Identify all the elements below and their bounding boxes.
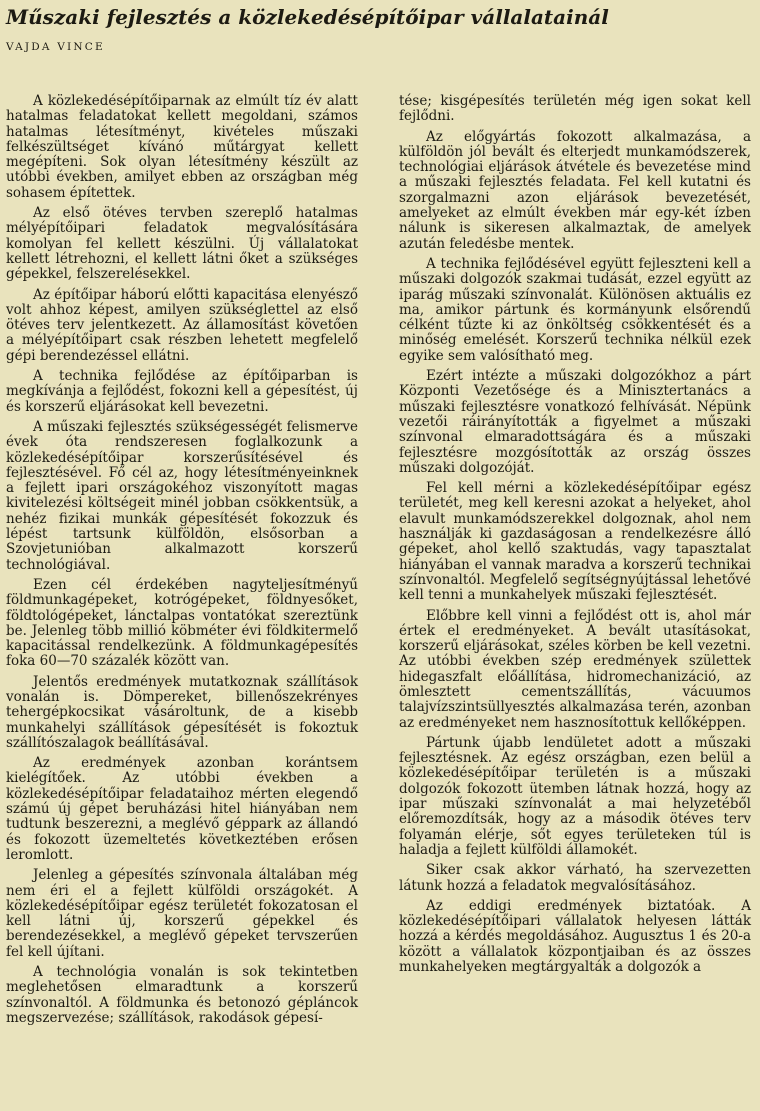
paragraph: Jelenleg a gépesítés színvonala általában még nem éri el a fejlett külföldi országokét. A közlekedésépítőipar egész területét fokozatosan el kell látni új, korszerű gépekkel és berendezésekkel, a meglévő gépeket tervszerűen fel kell újítani. (6, 867, 358, 960)
left-column (6, 94, 358, 1031)
paragraph: Siker csak akkor várható, ha szervezetten látunk hozzá a feladatok megvalósításához. (399, 862, 751, 894)
paragraph: Ezen cél érdekében nagyteljesítményű földmunkagépeket, kotrógépeket, földnyesőket, földtológépeket, lánctalpas vontatókat szereztünk be. Jelenleg több millió köbméter évi földkitermelő kapacitással rendelkezünk. A földmunkagépesítés foka 60—70 százalék között van. (6, 576, 358, 670)
paragraph: Jelentős eredmények mutatkoznak szállítások vonalán is. Dömpereket, billenőszekrényes tehergépkocsikat vásároltunk, de a kisebb munkahelyi szállítások gépesítését is fokoztuk szállítószalagok beállításával. (6, 673, 358, 751)
article-author: VAJDA VINCE (6, 41, 105, 53)
paragraph: Az eddigi eredmények biztatóak. A közlekedésépítőipari vállalatok helyesen látták hozzá a kérdés megoldásához. Augusztus 1 és 20-a között a vállalatok központjaiban és az összes munkahelyeken megtárgyalták a dolgozók a (399, 897, 751, 976)
paragraph: Pártunk újabb lendületet adott a műszaki fejlesztésnek. Az egész országban, ezen belül a közlekedésépítőipar területén is a műszaki dolgozók fokozott ütemben látnak hozzá, hogy az ipar műszaki színvonalát a mai helyzetéből előremozdítsák, hogy az a második ötéves terv folyamán elérje, sőt egyes területeken túl is haladja a fejlett külföldi államokét. (399, 734, 751, 858)
paragraph-continued: tése; kisgépesítés területén még igen sokat kell fejlődni. (399, 93, 751, 125)
paragraph: A közlekedésépítőiparnak az elmúlt tíz év alatt hatalmas feladatokat kellett megoldani, számos hatalmas létesítményt, kivételes műszaki felkészültséget kívánó műtárgyat kellett megépíteni. Sok olyan létesítmény készült az utóbbi években, amilyet ebben az országban még sohasem építettek. (6, 93, 358, 201)
article-title: Műszaki fejlesztés a közlekedésépítőipar vállalatainál (6, 5, 609, 29)
right-column (399, 94, 751, 980)
paragraph: Előbbre kell vinni a fejlődést ott is, ahol már értek el eredményeket. A bevált utasításokat, korszerű eljárásokat, széles körben be kell vezetni. Az utóbbi években szép eredmények születtek hidegaszfalt előállítása, hidromechanizáció, az ömlesztett cementszállítás, vácuumos talajvízszintsüllyesztés alkalmazása terén, azonban az eredményeket nem hasznosítottuk kellőképpen. (399, 607, 751, 731)
paragraph: Az eredmények azonban korántsem kielégítőek. Az utóbbi években a közlekedésépítőipar feladataihoz mérten elegendő számú új gépet beruházási hitel hiányában nem tudtunk beszerezni, a meglévő géppark az állandó és fokozott üzemeltetés következtében erősen leromlott. (6, 755, 358, 863)
paragraph: Az építőipar háború előtti kapacitása elenyésző volt ahhoz képest, amilyen szükséglettel az első ötéves terv jelentkezett. Az államosítást követően a mélyépítőipart csak részben lehetett megfelelő gépi berendezéssel ellátni. (6, 286, 358, 364)
paragraph: A műszaki fejlesztés szükségességét felismerve évek óta rendszeresen foglalkozunk a közlekedésépítőipar korszerűsítésével és fejlesztésével. Fő cél az, hogy létesítményeinknek a fejlett ipari országokéhoz viszonyított magas kivitelezési költségeit minél jobban csökkentsük, a nehéz fizikai munkák gépesítését fokozzuk és lépést tartsunk külföldön, elsősorban a Szovjetunióban alkalmazott korszerű technológiával. (6, 418, 358, 573)
paragraph: A technológia vonalán is sok tekintetben meglehetősen elmaradtunk a korszerű színvonaltól. A földmunka és betonozó gépláncok megszervezése; szállítások, rakodások gépesí- (6, 964, 358, 1026)
paragraph: Ezért intézte a műszaki dolgozókhoz a párt Központi Vezetősége és a Minisztertanács a műszaki fejlesztésre vonatkozó felhívását. Népünk vezetői ráirányították a figyelmet a műszaki színvonal elmaradottságára és a műszaki fejlesztésre mozgósították az ország összes műszaki dolgozóját. (399, 368, 751, 476)
paragraph: A technika fejlődése az építőiparban is megkívánja a fejlődést, fokozni kell a gépesítést, új és korszerű eljárásokat kell bevezetni. (6, 368, 358, 415)
paragraph: Az előgyártás fokozott alkalmazása, a külföldön jól bevált és elterjedt munkamódszerek, technológiai eljárások átvétele és bevezetése mind a műszaki fejlesztés feladata. Fel kell kutatni és szorgalmazni azon eljárások bevezetését, amelyeket az elmúlt években már egy-két ízben nálunk is sikeresen alkalmaztak, de amelyek azután feledésbe mentek. (399, 128, 751, 252)
paragraph: A technika fejlődésével együtt fejleszteni kell a műszaki dolgozók szakmai tudását, ezzel együtt az iparág műszaki színvonalát. Különösen aktuális ez ma, amikor pártunk és kormányunk elsőrendű célként tűzte ki az önköltség csökkentését és a minőség emelését. Korszerű technika nélkül ezek egyike sem valósítható meg. (399, 255, 751, 364)
paragraph: Az első ötéves tervben szereplő hatalmas mélyépítőipari feladatok megvalósítására komolyan fel kellett készülni. Új vállalatokat kellett létrehozni, el kellett látni őket a szükséges gépekkel, felszerelésekkel. (6, 205, 358, 283)
paragraph: Fel kell mérni a közlekedésépítőipar egész területét, meg kell keresni azokat a helyeket, ahol elavult munkamódszerekkel dolgoznak, ahol nem használják ki gazdaságosan a rendelkezésre álló gépeket, ahol kellő szaktudás, vagy tapasztalat hiányában el vannak maradva a korszerű technikai színvonaltól. Megfelelő segítségnyújtással lehetővé kell tenni a munkahelyek műszaki fejlesztését. (399, 480, 751, 604)
